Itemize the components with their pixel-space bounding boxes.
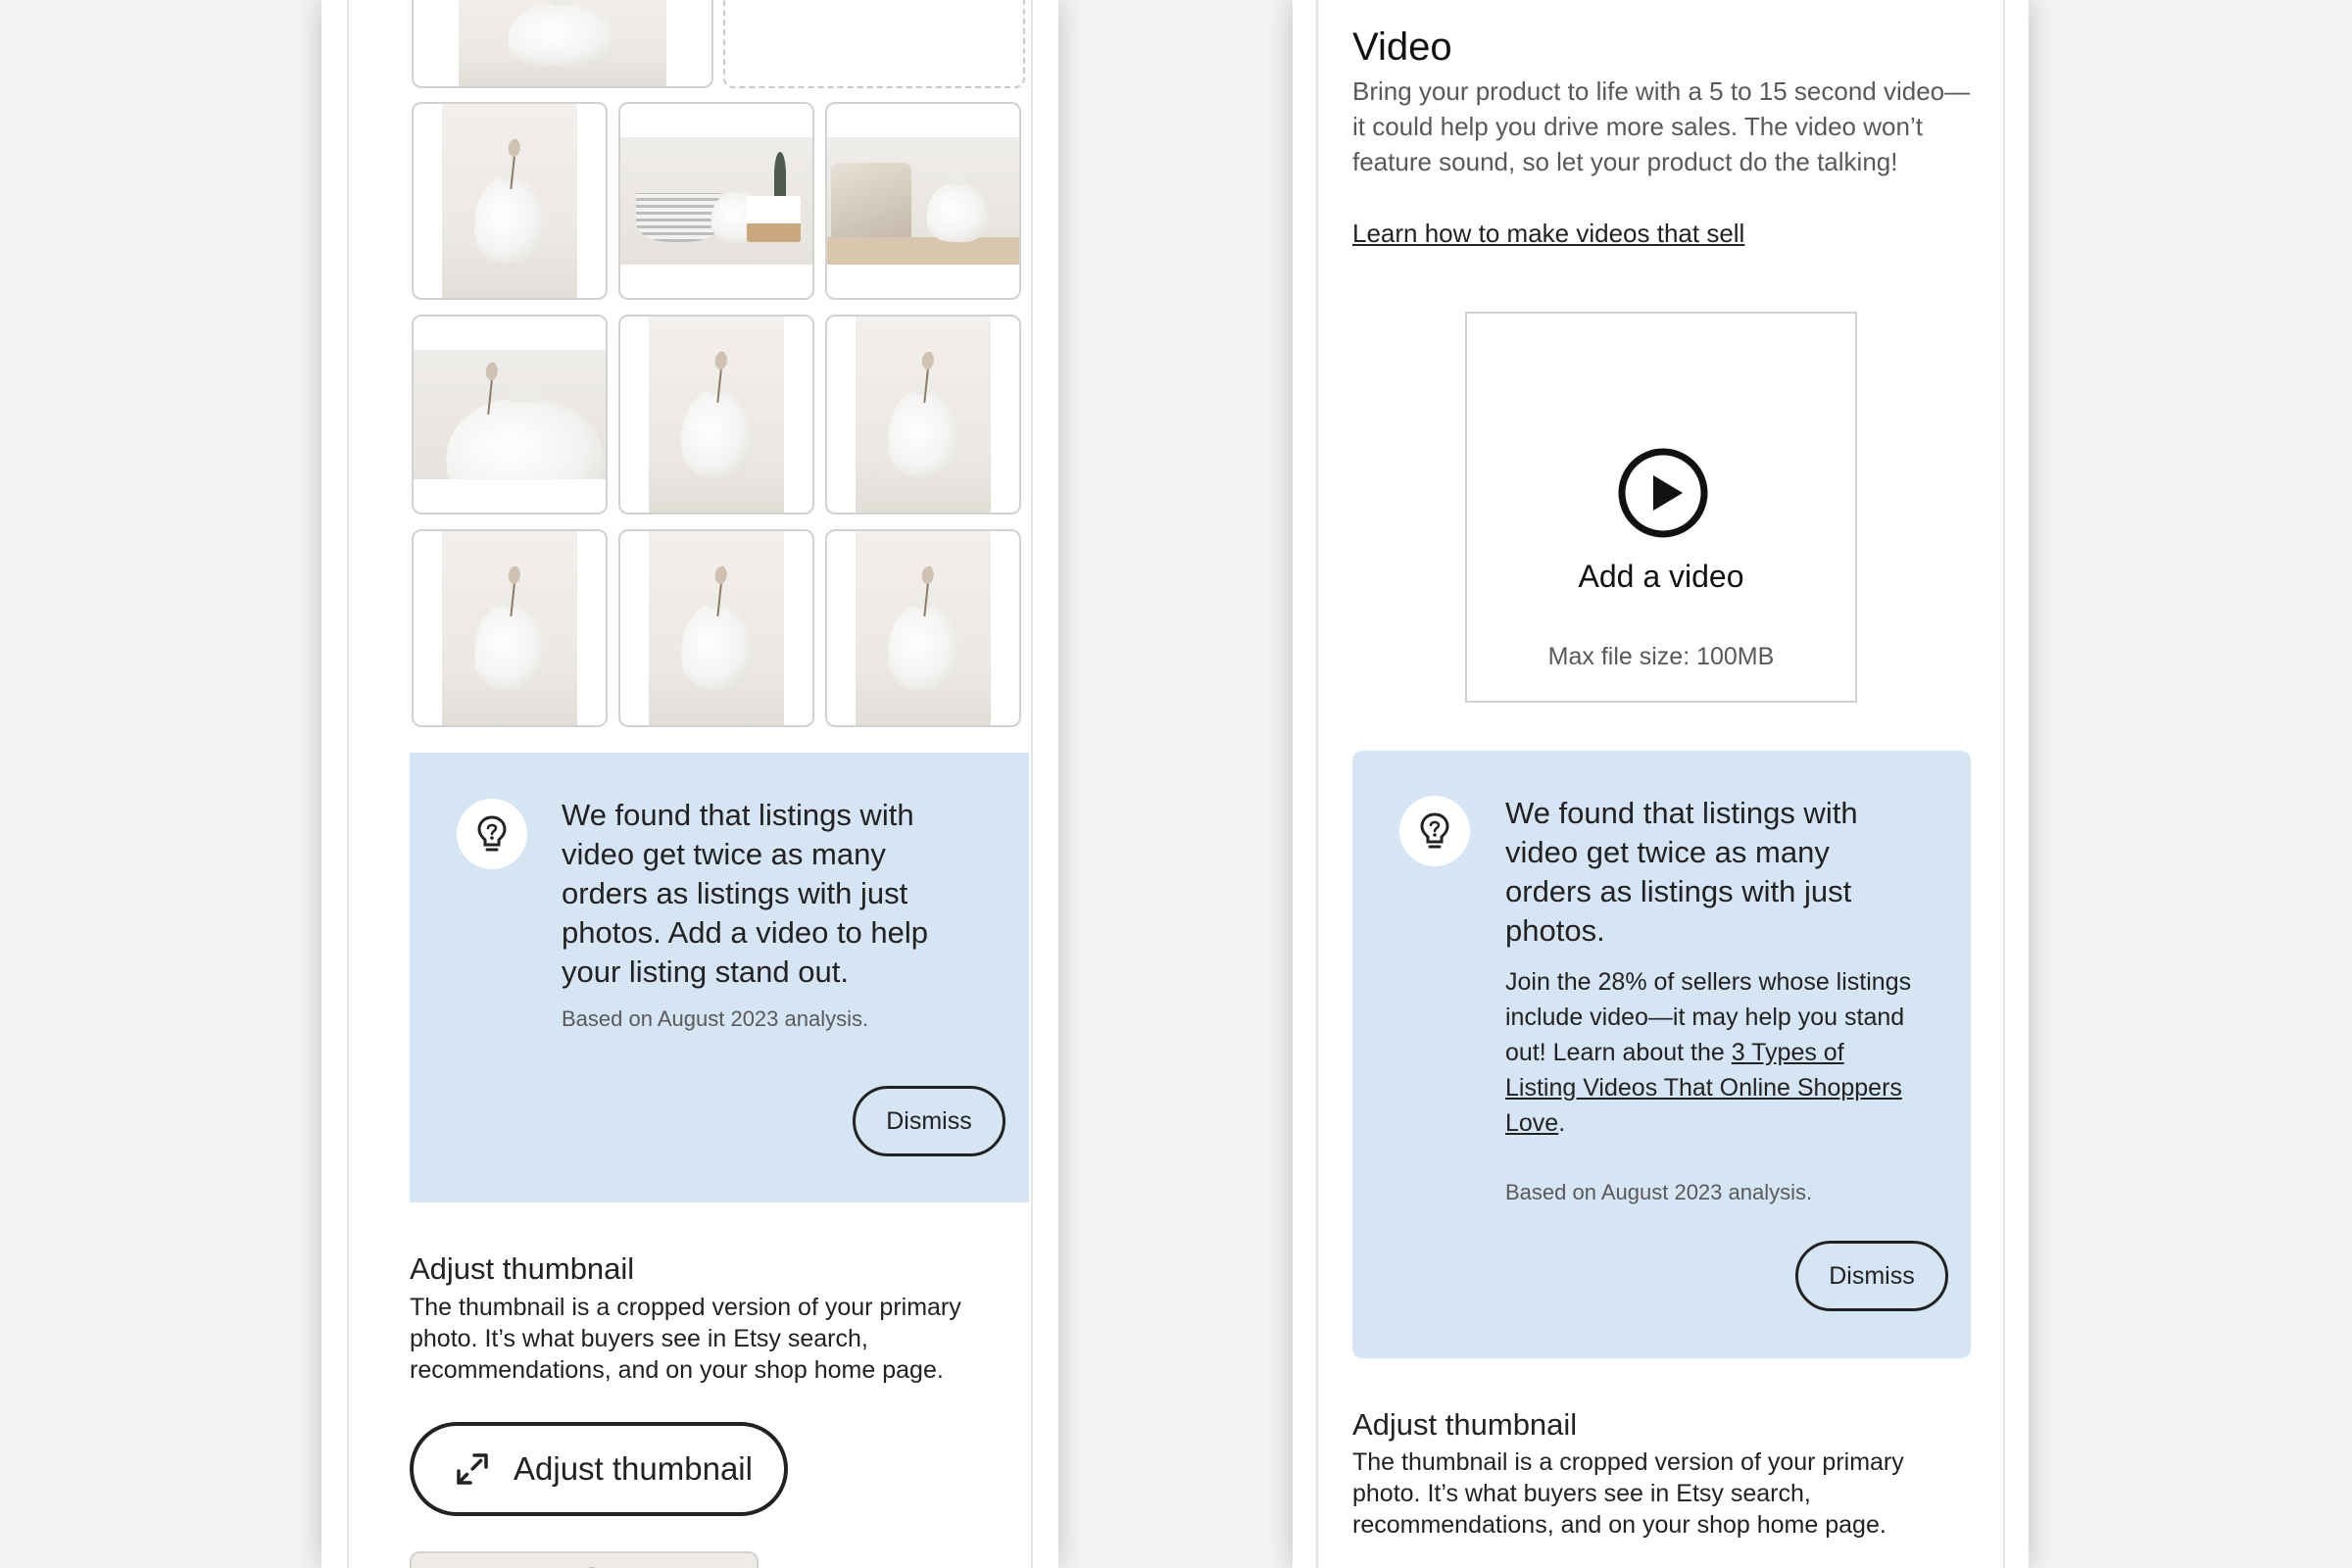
photo-thumbnail[interactable] [825, 529, 1021, 727]
right-screen [1316, 0, 2005, 1568]
adjust-thumbnail-heading: Adjust thumbnail [1352, 1407, 1578, 1442]
learn-video-link[interactable]: Learn how to make videos that sell [1352, 219, 1745, 248]
tip-source-note: Based on August 2023 analysis. [1505, 1180, 1813, 1204]
play-circle-icon [1616, 446, 1710, 545]
left-phone-frame [321, 0, 1058, 1568]
video-section-title: Video [1352, 25, 1452, 69]
empty-photo-slot[interactable] [723, 0, 1025, 88]
adjust-thumbnail-description: The thumbnail is a cropped version of your primary photo. It’s what buyers see in Etsy search, recommendations, and on your shop home page. [410, 1294, 961, 1384]
photo-thumbnail[interactable] [618, 315, 814, 514]
tip-body [1505, 964, 1917, 1141]
tip-body-end: . [1558, 1109, 1566, 1137]
video-tip-card [410, 753, 1029, 1202]
tip-body-text: Join the 28% of sellers whose listings include video—it may help you stand out! Learn about the [1505, 968, 1912, 1066]
video-section-description: Bring your product to life with a 5 to 15 second video—it could help you drive more sales. The video won’t feature sound, so let your product do the talking! [1352, 76, 1971, 176]
photo-thumbnail[interactable] [825, 315, 1021, 514]
adjust-thumbnail-heading: Adjust thumbnail [410, 1251, 635, 1286]
video-tip-card [1352, 751, 1971, 1358]
adjust-thumbnail-button-label: Adjust thumbnail [514, 1450, 753, 1487]
photo-thumbnail[interactable] [412, 315, 608, 514]
max-file-size-label: Max file size: 100MB [1547, 643, 1775, 670]
left-screen [347, 0, 1033, 1568]
dismiss-button[interactable]: Dismiss [1795, 1241, 1948, 1311]
tip-heading: We found that listings with video get twice as many orders as listings with just photos. [1505, 796, 1858, 948]
lightbulb-icon [457, 799, 527, 869]
tip-heading: We found that listings with video get twice as many orders as listings with just photos. Add a video to help your listing stand out. [562, 798, 929, 989]
tip-source-note: Based on August 2023 analysis. [562, 1006, 869, 1031]
thumbnail-preview [410, 1551, 759, 1568]
adjust-thumbnail-description: The thumbnail is a cropped version of your primary photo. It’s what buyers see in Etsy search, recommendations, and on your shop home page. [1352, 1448, 1904, 1539]
add-video-dropzone[interactable] [1465, 312, 1857, 703]
dismiss-button[interactable]: Dismiss [853, 1086, 1005, 1156]
lightbulb-icon [1399, 796, 1470, 866]
photo-thumbnail[interactable] [618, 529, 814, 727]
photo-thumbnail[interactable] [412, 102, 608, 300]
photo-thumbnail[interactable] [618, 102, 814, 300]
photo-thumbnail[interactable] [825, 102, 1021, 300]
right-phone-frame [1293, 0, 2029, 1568]
expand-arrows-icon [453, 1449, 492, 1489]
photo-thumbnail[interactable] [412, 529, 608, 727]
photo-thumbnail[interactable] [412, 0, 713, 88]
add-video-label: Add a video [1578, 559, 1744, 594]
listing-videos-article-link[interactable]: 3 Types of Listing Videos That Online Shoppers Love [1505, 1039, 1902, 1137]
adjust-thumbnail-button[interactable] [410, 1422, 788, 1516]
